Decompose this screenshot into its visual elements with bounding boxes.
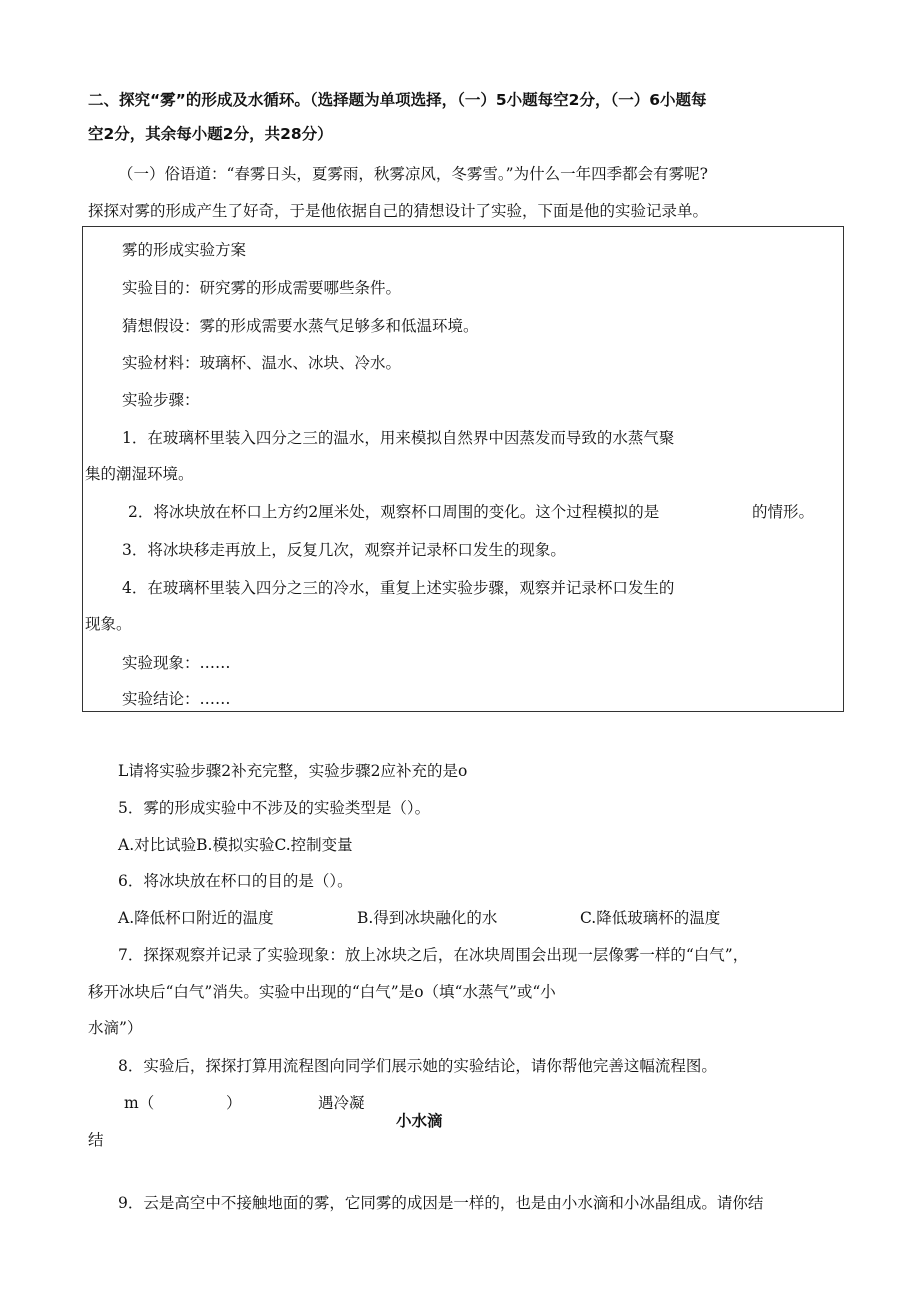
question-6: 6．将冰块放在杯口的目的是（）。 (118, 872, 353, 890)
intro-line1: （一）俗语道：“春雾日头，夏雾雨，秋雾凉风，冬雾雪。”为什么一年四季都会有雾呢? (118, 165, 708, 183)
question-7-line3: 水滴”） (88, 1019, 143, 1037)
question-9: 9．云是高空中不接触地面的雾，它同雾的成因是一样的，也是由小水滴和小冰晶组成。请你结 (118, 1194, 764, 1212)
plan-steps-label: 实验步骤： (122, 391, 200, 409)
question-7-line2: 移开冰块后“白气”消失。实验中出现的“白气”是o（填“水蒸气”或“小 (88, 983, 556, 1001)
question-4: L请将实验步骤2补充完整，实验步骤2应补充的是o (118, 762, 468, 780)
plan-step1-b: 集的潮湿环境。 (85, 465, 194, 483)
question-6-option-a: A.降低杯口附近的温度 (118, 909, 274, 927)
plan-step3: 3．将冰块移走再放上，反复几次，观察并记录杯口发生的现象。 (122, 541, 566, 559)
plan-step2: 2．将冰块放在杯口上方约2厘米处，观察杯口周围的变化。这个过程模拟的是 (128, 503, 660, 521)
flow-condition: 遇冷凝 (318, 1094, 365, 1112)
flow-tail: 结 (88, 1131, 104, 1149)
plan-purpose: 实验目的：研究雾的形成需要哪些条件。 (122, 279, 402, 297)
question-6-option-b: B.得到冰块融化的水 (357, 909, 498, 927)
intro-line2: 探探对雾的形成产生了好奇，于是他依据自己的猜想设计了实验，下面是他的实验记录单。 (88, 202, 709, 220)
flow-start: m（ (124, 1094, 155, 1112)
question-8: 8．实验后，探探打算用流程图向同学们展示她的实验结论，请你帮他完善这幅流程图。 (118, 1057, 717, 1075)
question-7-line1: 7．探探观察并记录了实验现象：放上冰块之后，在冰块周围会出现一层像雾一样的“白气”， (118, 946, 749, 964)
plan-step2-tail: 的情形。 (752, 503, 815, 521)
plan-conclusion: 实验结论：…… (122, 690, 231, 708)
flow-end: 小水滴 (396, 1112, 443, 1130)
experiment-plan-box (82, 226, 844, 712)
plan-hypothesis: 猜想假设：雾的形成需要水蒸气足够多和低温环境。 (122, 317, 479, 335)
plan-phenomenon: 实验现象：…… (122, 654, 231, 672)
plan-step1-a: 1．在玻璃杯里装入四分之三的温水，用来模拟自然界中因蒸发而导致的水蒸气聚 (122, 429, 675, 447)
plan-title: 雾的形成实验方案 (122, 241, 247, 259)
plan-step4-b: 现象。 (85, 615, 132, 633)
question-5: 5．雾的形成实验中不涉及的实验类型是（）。 (118, 799, 431, 817)
question-6-option-c: C.降低玻璃杯的温度 (580, 909, 721, 927)
plan-step4-a: 4．在玻璃杯里装入四分之三的冷水，重复上述实验步骤，观察并记录杯口发生的 (122, 579, 675, 597)
section-heading-line1: 二、探究“雾”的形成及水循环。（选择题为单项选择，（一）5小题每空2分，（一）6小题每 (88, 91, 707, 109)
flow-blank-close: ） (226, 1094, 242, 1112)
question-5-options: A.对比试验B.模拟实验C.控制变量 (118, 836, 353, 854)
plan-materials: 实验材料：玻璃杯、温水、冰块、冷水。 (122, 354, 402, 372)
section-heading-line2: 空2分，其余每小题2分，共28分） (88, 125, 333, 143)
